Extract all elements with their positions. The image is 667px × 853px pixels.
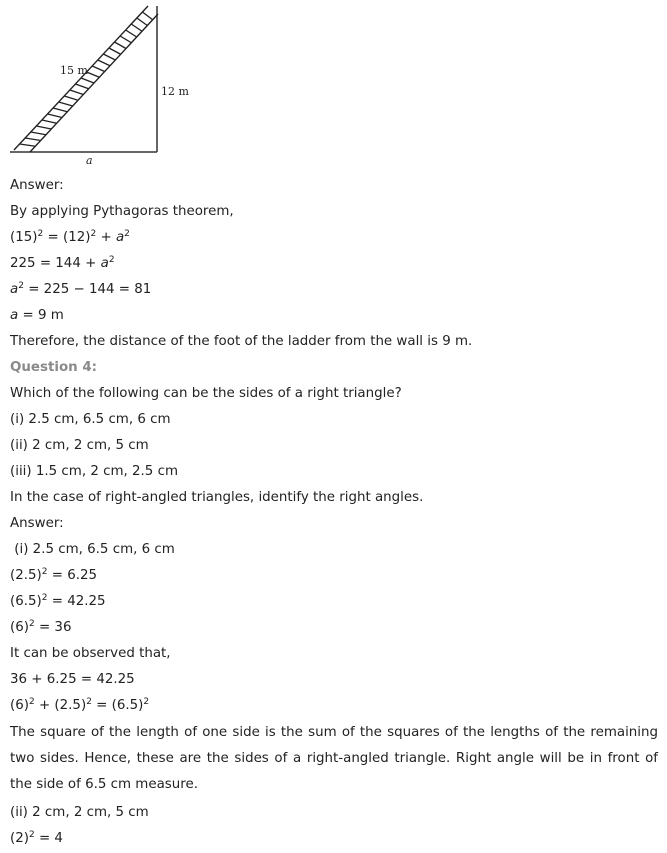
square-2-5 <box>10 567 97 584</box>
eq4-var: a <box>10 308 19 323</box>
ladder-rung <box>103 54 115 60</box>
ladder-rung <box>59 102 73 106</box>
sq3-base: (6) <box>10 620 29 635</box>
ladder-rung <box>98 60 110 66</box>
ladder-rung <box>109 48 121 54</box>
rel-c: = (6.5) <box>91 698 144 713</box>
sq4-rest: = 4 <box>34 831 63 846</box>
base-label: a <box>86 154 93 167</box>
eq3-var: a <box>10 282 19 297</box>
sq2-base: (6.5) <box>10 594 42 609</box>
rel-exp-a: 2 <box>28 697 35 707</box>
case-ii-title: (ii) 2 cm, 2 cm, 5 cm <box>10 805 149 820</box>
explanation-paragraph: The square of the length of one side is the sum of the squares of the lengths of the remaining two sides. Hence, these are the sides of a right-angled triangle. Right angle will be in front of the side of 6.5 cm measure. <box>10 725 658 793</box>
question-instruction: In the case of right-angled triangles, identify the right angles. <box>10 490 424 505</box>
square-6-5 <box>10 593 106 610</box>
eq1-exp-a: 2 <box>37 229 44 239</box>
sq4-exp: 2 <box>28 830 35 840</box>
question-heading: Question 4: <box>10 360 98 375</box>
sq3-rest: = 36 <box>34 620 72 635</box>
eq1-mid: = (12) <box>43 230 91 245</box>
sq2-exp: 2 <box>41 593 48 603</box>
eq1-var: a <box>115 230 125 245</box>
equation-2 <box>10 255 115 272</box>
equation-3 <box>10 281 151 298</box>
eq1-exp-c: 2 <box>124 229 130 239</box>
question-prompt: Which of the following can be the sides of a right triangle? <box>10 386 402 401</box>
ladder-rungs <box>20 12 153 146</box>
eq1-lhs: (15) <box>10 230 38 245</box>
ladder-rung <box>53 108 67 112</box>
ladder-rung <box>126 30 137 37</box>
ladder-rung <box>64 96 78 100</box>
option-i: (i) 2.5 cm, 6.5 cm, 6 cm <box>10 412 171 427</box>
ladder-diagram <box>0 0 200 170</box>
case-i-title: (i) 2.5 cm, 6.5 cm, 6 cm <box>10 542 175 557</box>
sq3-exp: 2 <box>28 619 35 629</box>
ladder-rung <box>115 42 127 49</box>
height-label: 12 m <box>161 85 189 98</box>
rel-exp-b: 2 <box>86 697 92 707</box>
pythagoras-relation <box>10 697 149 714</box>
rel-exp-c: 2 <box>143 697 150 707</box>
ladder-rung <box>70 90 84 95</box>
eq2-var: a <box>100 256 109 271</box>
answer-label: Answer: <box>10 178 64 193</box>
equation-1 <box>10 229 130 246</box>
ladder-rung <box>137 18 148 26</box>
square-2 <box>10 830 63 847</box>
sq4-base: (2) <box>10 831 29 846</box>
ladder-rung <box>75 84 88 89</box>
eq2-exp: 2 <box>108 255 115 265</box>
ladder-rung <box>92 66 105 72</box>
sq1-base: (2.5) <box>10 568 42 583</box>
sq1-rest: = 6.25 <box>47 568 98 583</box>
ladder-rung <box>25 138 41 141</box>
rel-b: + (2.5) <box>34 698 87 713</box>
observe-text: It can be observed that, <box>10 646 171 661</box>
rel-a: (6) <box>10 698 29 713</box>
ladder-rung <box>31 132 46 135</box>
ladder-rung <box>42 120 57 123</box>
theorem-intro: By applying Pythagoras theorem, <box>10 204 234 219</box>
eq1-exp-b: 2 <box>90 229 97 239</box>
eq1-plus: + <box>96 230 116 245</box>
conclusion-text: Therefore, the distance of the foot of the ladder from the wall is 9 m. <box>10 334 473 349</box>
ladder-rung <box>81 78 94 83</box>
square-6 <box>10 619 71 636</box>
sq1-exp: 2 <box>41 567 48 577</box>
eq3-rest: = 225 − 144 = 81 <box>23 282 152 297</box>
option-iii: (iii) 1.5 cm, 2 cm, 2.5 cm <box>10 464 178 479</box>
answer-label-2: Answer: <box>10 516 64 531</box>
ladder-rung <box>48 114 63 118</box>
sq2-rest: = 42.25 <box>47 594 106 609</box>
ladder-rung <box>142 12 152 20</box>
hypotenuse-label: 15 m <box>60 64 88 77</box>
eq2-text: 225 = 144 + <box>10 256 101 271</box>
ladder-rung <box>36 126 51 129</box>
eq4-rest: = 9 m <box>18 308 64 323</box>
ladder-rung <box>87 72 100 77</box>
ladder-rung <box>131 24 142 31</box>
option-ii: (ii) 2 cm, 2 cm, 5 cm <box>10 438 149 453</box>
eq3-exp: 2 <box>18 281 24 291</box>
equation-4 <box>10 307 64 324</box>
sum-line: 36 + 6.25 = 42.25 <box>10 672 135 687</box>
ladder-rung <box>20 144 36 146</box>
ladder-rung <box>120 36 131 43</box>
